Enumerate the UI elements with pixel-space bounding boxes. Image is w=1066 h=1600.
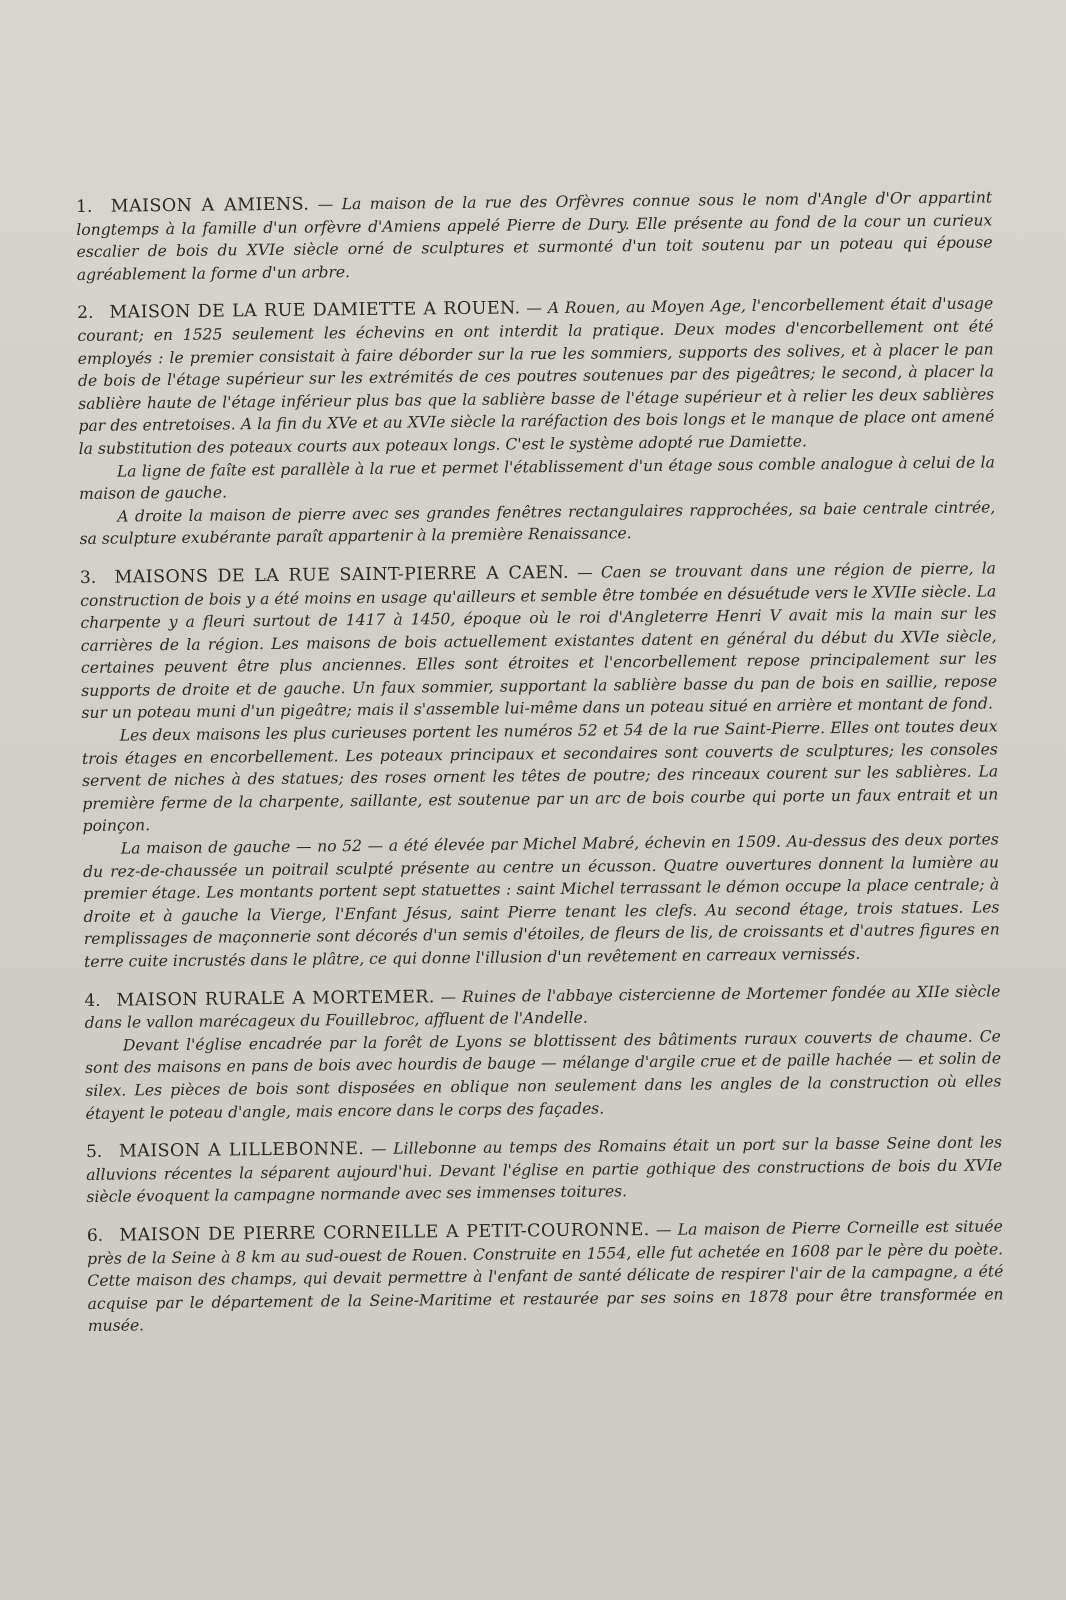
entry-paragraph: Devant l'église encadrée par la forêt de Lyons se blottissent des bâtiments ruraux couverts de chaume. Ce sont des maisons en pans de bois avec hourdis de bauge — mélange d'argile crue et de paille hachée — et solin de silex. Les pièces de bois sont disposées en oblique non seulement dans les angles de la construction où elles étayent le poteau d'angle, mais encore dans le corps des façades. [85, 1027, 1002, 1123]
entry-text: — Lillebonne au temps des Romains était un port sur la basse Seine dont les alluvions récentes la séparent aujourd'hui. Devant l'église en partie gothique des constructions de bois du XVIe siècle évoquent la campagne normande avec ses immenses toitures. [86, 1133, 1003, 1207]
entry-4 [84, 980, 1001, 1125]
entry-paragraph: La maison de gauche — no 52 — a été élevée par Michel Mabré, échevin en 1509. Au-dessus des deux portes du rez-de-chaussée un poitrail sculpté présente au centre un écusson. Quatre ouvertures donnent la lumière au premier étage. Les montants portent sept statuettes : saint Michel terrassant le démon occupe la place centrale; à droite et à gauche la Vierge, l'Enfant Jésus, saint Pierre tenant les clefs. Au second étage, trois statues. Les remplissages de maçonnerie sont décorés d'un semis d'étoiles, de fleurs de lis, de croissants et d'autres figures en terre cuite incrustés dans le plâtre, ce qui donne l'illusion d'un revêtement en carreaux vernissés. [82, 830, 1000, 971]
entry-2 [77, 293, 996, 551]
entry-text: — La maison de Pierre Corneille est située près de la Seine à 8 km au sud-ouest de Rouen. Construite en 1554, elle fut achetée en 1608 par le père du poète. Cette maison des champs, qui devait permettre à l'enfant de santé délicate de respirer l'air de la campagne, a été acquise par le département de la Seine-Maritime et restaurée par ses soins en 1878 pour être transformée en musée. [87, 1217, 1004, 1336]
entry-text: — A Rouen, au Moyen Age, l'encorbellement était d'usage courant; en 1525 seulement les échevins en ont interdit la pratique. Deux modes d'encorbellement ont été employés : le premier consistait à faire déborder sur la rue les sommiers, supports des solives, et à placer le pan de bois de l'étage supérieur sur les extrémités de ces poutres soutenues par des pigeâtres; le second, à placer la sablière haute de l'étage inférieur plus bas que la sablière basse de l'étage supérieur et à relier les deux sablières par des entretoises. A la fin du XVe et au XVIe siècle la raréfaction des bois longs et le manque de place ont amené la substitution des poteaux courts aux poteaux longs. C'est le système adopté rue Damiette. [77, 294, 995, 458]
entry-number: 4. [84, 990, 101, 1011]
entry-heading: MAISONS DE LA RUE SAINT-PIERRE A CAEN. [114, 562, 570, 588]
entry-heading: MAISON A AMIENS. [110, 194, 310, 217]
entry-text: — Ruines de l'abbaye cistercienne de Mortemer fondée au XIIe siècle dans le vallon marécageux du Fouillebroc, affluent de l'Andelle. [84, 981, 1001, 1033]
entry-text: — Caen se trouvant dans une région de pierre, la construction de bois y a été moins en usage qu'ailleurs et semble être tombée en désuétude vers le XVIIe siècle. La charpente y a fleuri surtout de 1417 à 1450, époque où le roi d'Angleterre Henri V avait mis la main sur les carrières de la région. Les maisons de bois actuellement existantes datent en général du début du XVIe siècle, certaines peuvent être plus anciennes. Elles sont étroites et l'encorbellement repose principalement sur les supports de droite et de gauche. Un faux sommier, supportant la sablière basse du pan de bois en saillie, repose sur un poteau muni d'un pigeâtre; mais il s'assemble lui-même dans un poteau situé en arrière et montant de fond. [80, 559, 998, 723]
plate-captions [76, 186, 1004, 1353]
entry-heading: MAISON DE LA RUE DAMIETTE A ROUEN. [109, 298, 521, 324]
entry-1 [76, 186, 993, 286]
entry-5 [86, 1132, 1003, 1209]
entry-text: — La maison de la rue des Orfèvres connue sous le nom d'Angle d'Or appartint longtemps à la famille d'un orfèvre d'Amiens appelé Pierre de Dury. Elle présente au fond de la cour un curieux escalier de bois du XVIe siècle orné de sculptures et surmonté d'un toit soutenu par un poteau qui épouse agréablement la forme d'un arbre. [76, 188, 993, 284]
entry-number: 5. [85, 1141, 103, 1163]
entry-6 [87, 1215, 1004, 1338]
entry-paragraph: Les deux maisons les plus curieuses portent les numéros 52 et 54 de la rue Saint-Pierre. Elles ont toutes deux trois étages en encorbellement. Les poteaux principaux et secondaires sont couverts de sculptures; les consoles servent de niches à des statues; des roses ornent les têtes de poutre; des rinceaux courent sur les sablières. La première ferme de la charpente, saillante, est soutenue par un arc de bois courbe qui porte un faux entrait et un poinçon. [81, 717, 999, 836]
entry-number: 1. [76, 196, 93, 217]
entry-number: 2. [77, 303, 94, 324]
entry-paragraph: A droite la maison de pierre avec ses grandes fenêtres rectangulaires rapprochées, sa baie centrale cintrée, sa sculpture exubérante paraît appartenir à la première Renaissance. [79, 498, 996, 549]
entry-heading: MAISON RURALE A MORTEMER. [116, 986, 435, 1011]
entry-heading: MAISON A LILLEBONNE. [118, 1139, 365, 1162]
entry-paragraph: La ligne de faîte est parallèle à la rue et permet l'établissement d'un étage sous comble analogue à celui de la maison de gauche. [79, 452, 995, 504]
entry-heading: MAISON DE PIERRE CORNEILLE A PETIT-COURONNE. [119, 1219, 650, 1246]
entry-3 [80, 557, 1000, 973]
entry-number: 3. [79, 567, 97, 588]
entry-number: 6. [86, 1225, 104, 1246]
